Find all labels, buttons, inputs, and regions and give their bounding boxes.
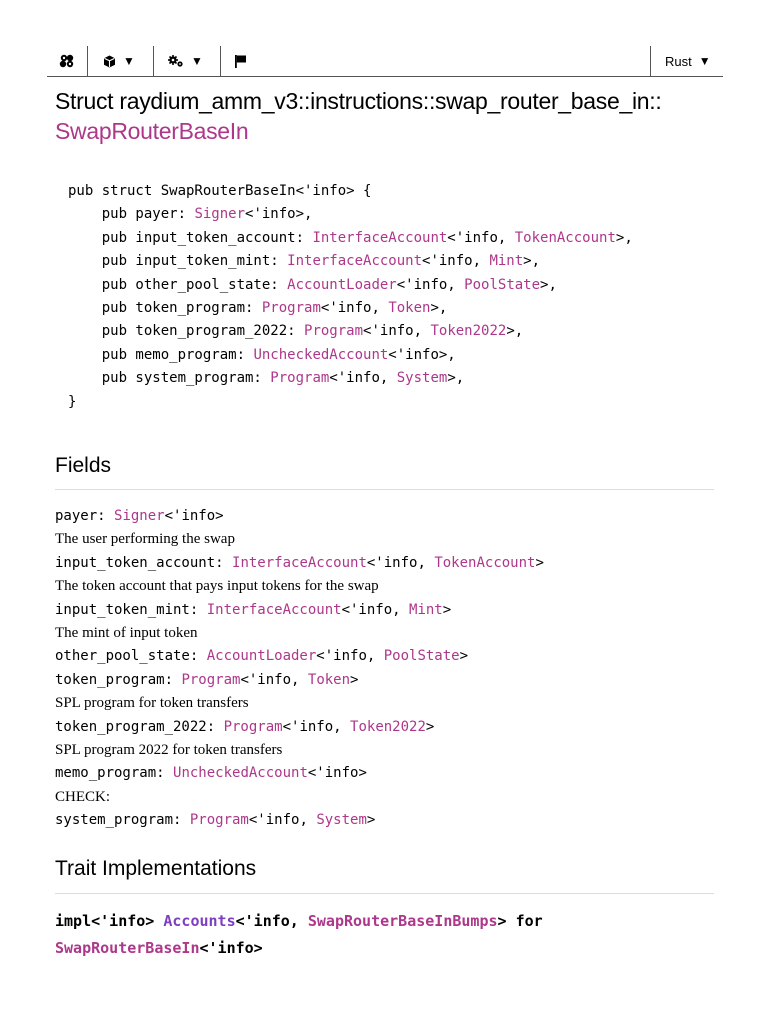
generic-close: >, [540,276,557,293]
type-link[interactable]: Mint [489,253,524,270]
generic-args: <'info, [341,601,410,618]
generic-args: <'info, [320,299,389,316]
impl-keyword: impl<'info> [55,912,164,930]
field-decl: pub token_program: [68,299,262,316]
generic-args: <'info>, [245,206,313,223]
type-link[interactable]: Program [270,370,330,387]
type-link[interactable]: Signer [114,508,165,524]
type-link[interactable]: Token [388,299,431,316]
toolbar-divider [87,46,88,76]
type-link[interactable]: Program [223,718,283,735]
code-line [68,367,633,390]
chevron-down-icon: ▼ [698,54,711,68]
field-decl: pub payer: [68,206,195,223]
chevron-down-icon: ▼ [191,54,203,68]
bumps-link[interactable]: SwapRouterBaseInBumps [307,912,498,930]
field-doc: The user performing the swap [55,531,235,548]
code-line [68,274,633,297]
generic-args: <'info, [396,276,465,293]
field-name: input_token_account: [55,554,233,571]
trait-implementations-heading[interactable]: Trait Implementations [55,857,257,880]
impl-for: > for [497,912,543,930]
type-link[interactable]: Token [307,671,351,688]
toolbar-divider [153,46,154,76]
type-link[interactable]: InterfaceAccount [232,554,367,571]
crate-icon[interactable] [59,46,75,76]
generic-close: > [442,601,452,618]
toolbar-divider [220,46,221,76]
generic-args: <'info, [447,229,515,246]
generic-close: > [535,554,544,571]
module-path[interactable]: Struct raydium_amm_v3::instructions::swap_router_base_in:: [55,88,662,114]
divider [55,893,714,894]
type-link[interactable]: Program [261,299,321,316]
field-decl: pub token_program_2022: [68,323,305,340]
field-name: other_pool_state: [55,648,207,665]
page-title [55,86,735,146]
generic-close: >, [506,323,524,340]
type-link[interactable]: Token2022 [430,323,507,340]
fields-list [55,505,715,832]
generic-args: <'info> [164,508,224,524]
field-signature[interactable] [55,599,715,622]
type-link[interactable]: System [396,370,448,387]
field-decl: pub system_program: [68,370,271,387]
type-link[interactable]: InterfaceAccount [287,253,423,270]
field-name: token_program_2022: [55,718,224,735]
type-link[interactable]: Signer [194,206,246,223]
field-name: payer: [55,508,115,524]
settings-menu[interactable] [168,46,203,76]
struct-declaration [68,180,633,414]
field-signature[interactable] [55,645,715,668]
generic-args: <'info, [282,718,351,735]
generic-close: > [350,671,359,688]
field-doc: The mint of input token [55,624,198,641]
divider [55,489,714,490]
generic-close: >, [523,253,541,270]
code-header: pub struct SwapRouterBaseIn<'info> { [68,183,372,199]
impl-type-link[interactable]: SwapRouterBaseIn [55,939,200,957]
generic-args: <'info, [316,648,384,665]
type-link[interactable]: InterfaceAccount [312,229,448,246]
generic-args: <'info, [329,370,397,387]
generic-args: <'info>, [388,346,456,363]
trait-link[interactable]: Accounts [163,912,236,930]
field-decl: pub input_token_mint: [68,253,288,270]
field-decl: pub input_token_account: [68,229,313,246]
flag-icon[interactable] [235,46,246,76]
toolbar [47,46,723,77]
struct-name[interactable]: SwapRouterBaseIn [55,118,249,144]
generic-args: <'info, [366,554,435,571]
field-signature[interactable] [55,505,715,528]
field-doc: SPL program for token transfers [55,695,249,712]
type-link[interactable]: InterfaceAccount [206,601,342,618]
type-link[interactable]: Program [304,323,364,340]
field-name: memo_program: [55,765,174,782]
field-signature[interactable] [55,809,715,832]
generic-args: <'info, [363,323,431,340]
code-line [68,227,633,250]
toolbar-divider [650,46,651,76]
language-select[interactable] [665,46,711,76]
type-link[interactable]: UncheckedAccount [253,346,389,363]
code-line [68,203,633,226]
type-link[interactable]: Program [189,812,249,829]
type-link[interactable]: UncheckedAccount [173,765,308,782]
code-closing: } [68,393,77,410]
generic-close: > [366,812,376,829]
field-signature[interactable] [55,552,715,575]
language-label: Rust [665,53,692,69]
impl-type-generic: <'info> [199,939,263,957]
generic-close: >, [447,370,465,387]
type-link[interactable]: Mint [409,601,443,618]
type-link[interactable]: Token2022 [350,718,426,735]
field-doc: The token account that pays input tokens for the swap [55,578,379,595]
impl-generic: <'info, [235,912,308,930]
gears-icon [168,55,184,68]
field-name: input_token_mint: [55,601,207,618]
type-link[interactable]: AccountLoader [206,648,317,665]
code-line [68,297,633,320]
code-line [68,250,633,273]
generic-args: <'info> [307,765,367,782]
field-name: system_program: [55,812,190,829]
field-signature[interactable] [55,762,715,785]
type-link[interactable]: Program [181,671,241,688]
generic-close: > [425,718,435,735]
type-link[interactable]: TokenAccount [434,554,536,571]
type-link[interactable]: System [316,812,367,829]
code-line [68,320,633,343]
type-link[interactable]: AccountLoader [287,276,397,293]
generic-close: >, [430,299,448,316]
type-link[interactable]: PoolState [383,648,460,665]
cube-icon [103,55,116,68]
type-link[interactable]: TokenAccount [514,229,616,246]
generic-close: >, [615,229,633,246]
code-line [68,344,633,367]
field-doc: SPL program 2022 for token transfers [55,741,283,758]
generic-close: > [459,648,469,665]
fields-heading[interactable]: Fields [55,454,112,477]
field-decl: pub other_pool_state: [68,276,288,293]
cube-menu[interactable] [103,46,135,76]
generic-args: <'info, [248,812,317,829]
field-doc: CHECK: [55,788,111,805]
field-name: token_program: [55,671,182,688]
generic-args: <'info, [422,253,490,270]
type-link[interactable]: PoolState [464,276,541,293]
field-decl: pub memo_program: [68,346,254,363]
chevron-down-icon: ▼ [123,54,135,68]
field-signature[interactable] [55,669,715,692]
impl-accounts [55,908,543,962]
generic-args: <'info, [240,671,308,688]
field-signature[interactable] [55,716,715,739]
